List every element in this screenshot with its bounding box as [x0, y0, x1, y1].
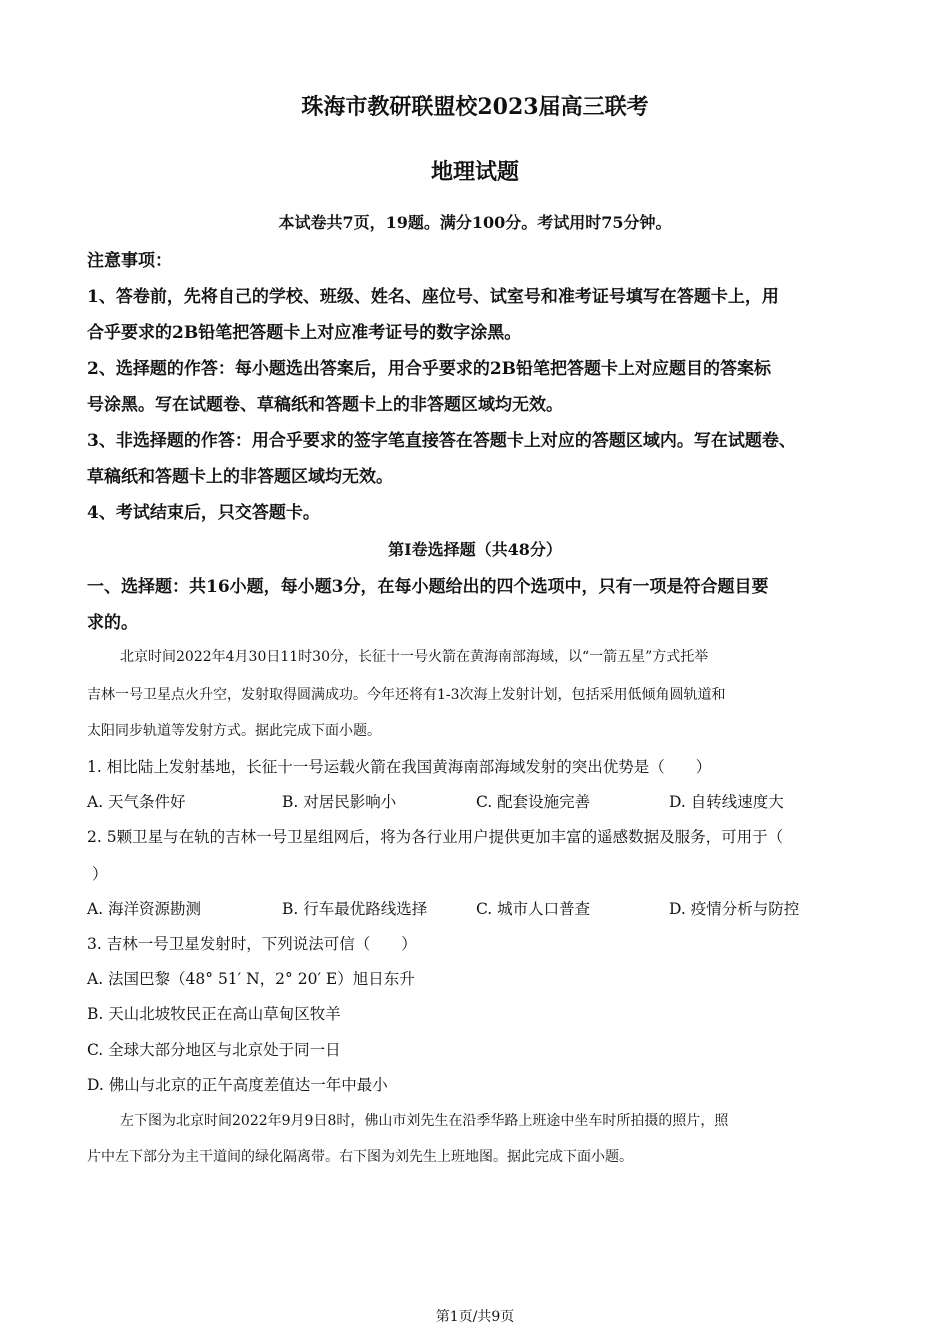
passage-2-line-2: 片中左下部分为主干道间的绿化隔离带。右下图为刘先生上班地图。据此完成下面小题。 — [87, 1149, 633, 1165]
question-1-option-c: C. 配套设施完善 — [476, 793, 591, 811]
notice-item-2-line-2: 号涂黑。写在试题卷、草稿纸和答题卡上的非答题区域均无效。 — [87, 395, 563, 415]
question-1-option-b: B. 对居民影响小 — [282, 793, 397, 811]
question-1-option-a: A. 天气条件好 — [87, 793, 186, 811]
question-1-option-d: D. 自转线速度大 — [669, 793, 784, 811]
question-2-option-c: C. 城市人口普查 — [476, 900, 591, 918]
notice-item-1-line-1: 1、答卷前，先将自己的学校、班级、姓名、座位号、试室号和准考证号填写在答题卡上，用 — [87, 287, 779, 307]
notice-item-1-line-2: 合乎要求的2B铅笔把答题卡上对应准考证号的数字涂黑。 — [87, 323, 522, 343]
exam-title: 珠海市教研联盟校2023届高三联考 — [301, 94, 649, 120]
section-title: 第Ⅰ卷选择题（共48分） — [388, 540, 562, 559]
question-3-option-c: C. 全球大部分地区与北京处于同一日 — [87, 1041, 341, 1059]
notice-item-2-line-1: 2、选择题的作答：每小题选出答案后，用合乎要求的2B铅笔把答题卡上对应题目的答案标 — [87, 359, 772, 379]
notice-heading: 注意事项： — [87, 251, 172, 271]
passage-1-line-2: 吉林一号卫星点火升空，发射取得圆满成功。今年还将有1-3次海上发射计划，包括采用低倾角圆轨道和 — [87, 687, 726, 703]
question-3-stem: 3. 吉林一号卫星发射时，下列说法可信（ ） — [87, 935, 417, 953]
notice-item-4: 4、考试结束后，只交答题卡。 — [87, 503, 320, 523]
passage-2-line-1: 左下图为北京时间2022年9月9日8时，佛山市刘先生在沿季华路上班途中坐车时所拍摄的照片，照 — [120, 1113, 729, 1129]
page-number: 第1页/共9页 — [435, 1309, 515, 1325]
question-2-option-d: D. 疫情分析与防控 — [669, 900, 800, 918]
question-2-stem-line-1: 2. 5颗卫星与在轨的吉林一号卫星组网后，将为各行业用户提供更加丰富的遥感数据及服务，可用于（ — [87, 828, 784, 846]
section-instruction-line-1: 一、选择题：共16小题，每小题3分，在每小题给出的四个选项中，只有一项是符合题目要 — [87, 577, 769, 597]
passage-1-line-1: 北京时间2022年4月30日11时30分，长征十一号火箭在黄海南部海域，以“一箭五星”方式托举 — [120, 649, 709, 665]
question-2-option-a: A. 海洋资源勘测 — [87, 900, 202, 918]
section-instruction-line-2: 求的。 — [87, 613, 138, 633]
exam-info: 本试卷共7页，19题。满分100分。考试用时75分钟。 — [278, 213, 672, 232]
question-2-stem-line-2: ） — [92, 865, 108, 883]
question-3-option-a: A. 法国巴黎（48° 51′ N，2° 20′ E）旭日东升 — [87, 970, 415, 988]
notice-item-3-line-2: 草稿纸和答题卡上的非答题区域均无效。 — [87, 467, 393, 487]
question-3-option-d: D. 佛山与北京的正午高度差值达一年中最小 — [87, 1076, 388, 1094]
question-3-option-b: B. 天山北坡牧民正在高山草甸区牧羊 — [87, 1005, 341, 1023]
question-1-stem: 1. 相比陆上发射基地，长征十一号运载火箭在我国黄海南部海域发射的突出优势是（ ） — [87, 758, 712, 776]
passage-1-line-3: 太阳同步轨道等发射方式。据此完成下面小题。 — [87, 723, 381, 739]
question-2-option-b: B. 行车最优路线选择 — [282, 900, 428, 918]
exam-subtitle: 地理试题 — [430, 159, 519, 185]
notice-item-3-line-1: 3、非选择题的作答：用合乎要求的签字笔直接答在答题卡上对应的答题区域内。写在试题卷、 — [87, 431, 796, 451]
